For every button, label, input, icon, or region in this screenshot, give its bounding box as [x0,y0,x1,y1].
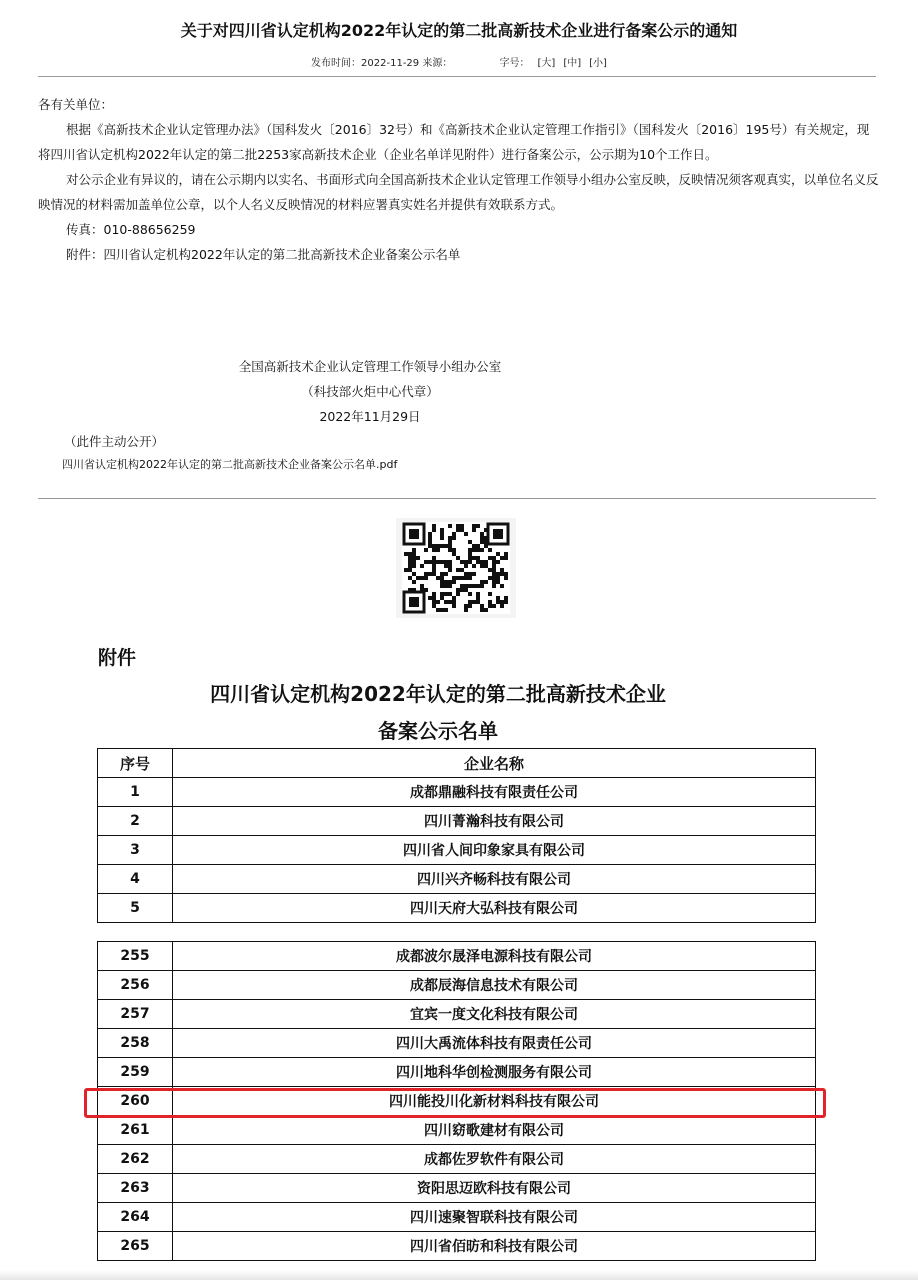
table-row [98,1174,816,1203]
fax-line: 传真：010-88656259 [66,222,196,237]
row-number: 259 [98,1058,173,1087]
font-size-medium-button[interactable]: [中] [563,58,582,69]
divider [38,76,876,77]
company-name: 成都辰海信息技术有限公司 [173,971,816,1000]
table-row [98,1000,816,1029]
company-name: 四川省人间印象家具有限公司 [173,836,816,865]
table-row [98,1203,816,1232]
table-row [98,1116,816,1145]
company-name: 四川菁瀚科技有限公司 [173,807,816,836]
appendix-title-line1: 四川省认定机构2022年认定的第二批高新技术企业 [210,682,666,706]
table-row [98,1232,816,1261]
company-name: 四川大禹流体科技有限责任公司 [173,1029,816,1058]
table-row [98,807,816,836]
company-name: 四川地科华创检测服务有限公司 [173,1058,816,1087]
highlight-box [84,1088,826,1118]
row-number: 261 [98,1116,173,1145]
table-row [98,971,816,1000]
table-row [98,894,816,923]
table-row [98,1145,816,1174]
notice-title: 关于对四川省认定机构2022年认定的第二批高新技术企业进行备案公示的通知 [180,21,738,40]
row-number: 255 [98,942,173,971]
signature-org: 全国高新技术企业认定管理工作领导小组办公室 [238,359,502,374]
row-number: 265 [98,1232,173,1261]
company-name: 四川能投川化新材料科技有限公司 [173,1087,816,1116]
page-edge [0,1270,918,1280]
attachment-line: 附件：四川省认定机构2022年认定的第二批高新技术企业备案公示名单 [66,247,461,262]
table-row [98,778,816,807]
paragraph-1: 根据《高新技术企业认定管理办法》（国科发火〔2016〕32号）和《高新技术企业认定管理工作指引》（国科发火〔2016〕195号）有关规定，现将四川省认定机构2022年认定的第二批2253家高新技术企业（企业名单详见附件）进行备案公示，公示期为10个工作日。 [38,122,870,162]
appendix-label: 附件 [98,647,137,669]
company-table-top [97,748,816,923]
table-row [98,942,816,971]
row-number: 262 [98,1145,173,1174]
row-number: 3 [98,836,173,865]
signature-date: 2022年11月29日 [319,409,421,424]
row-number: 257 [98,1000,173,1029]
row-number: 1 [98,778,173,807]
company-name: 四川兴齐畅科技有限公司 [173,865,816,894]
public-note: （此件主动公开） [64,434,165,449]
greeting: 各有关单位： [38,97,114,112]
company-name: 四川速聚智联科技有限公司 [173,1203,816,1232]
notice-body [38,92,880,267]
row-number: 258 [98,1029,173,1058]
header-name: 企业名称 [173,749,816,778]
table-row [98,1029,816,1058]
row-number: 5 [98,894,173,923]
meta-line [0,54,918,69]
signature-agent: （科技部火炬中心代章） [301,384,439,399]
divider [38,498,876,499]
row-number: 264 [98,1203,173,1232]
appendix-title-line2: 备案公示名单 [378,719,498,743]
company-name: 成都波尔晟泽电源科技有限公司 [173,942,816,971]
table-gap [90,924,824,940]
paragraph-2: 对公示企业有异议的，请在公示期内以实名、书面形式向全国高新技术企业认定管理工作领导小组办公室反映，反映情况须客观真实，以单位名义反映情况的材料需加盖单位公章，以个人名义反映情况的材料应署真实姓名并提供有效联系方式。 [38,172,879,212]
header-no: 序号 [98,749,173,778]
company-name: 资阳思迈欧科技有限公司 [173,1174,816,1203]
publish-info: 发布时间：2022-11-29 来源： [311,58,453,69]
company-name: 宜宾一度文化科技有限公司 [173,1000,816,1029]
table-row [98,1058,816,1087]
table-row [98,865,816,894]
attachment-pdf-link[interactable]: 四川省认定机构2022年认定的第二批高新技术企业备案公示名单.pdf [62,458,398,471]
row-number: 4 [98,865,173,894]
row-number: 256 [98,971,173,1000]
qr-code [396,518,516,618]
font-size-large-button[interactable]: [大] [537,58,556,69]
company-name: 四川省佰昉和科技有限公司 [173,1232,816,1261]
company-name: 成都佐罗软件有限公司 [173,1145,816,1174]
font-size-label: 字号： [499,58,530,69]
table-header-row [98,749,816,778]
company-name: 四川天府大弘科技有限公司 [173,894,816,923]
row-number: 263 [98,1174,173,1203]
font-size-small-button[interactable]: [小] [589,58,607,69]
company-name: 成都鼎融科技有限责任公司 [173,778,816,807]
company-name: 四川窈歌建材有限公司 [173,1116,816,1145]
row-number: 260 [98,1087,173,1116]
table-row [98,836,816,865]
row-number: 2 [98,807,173,836]
